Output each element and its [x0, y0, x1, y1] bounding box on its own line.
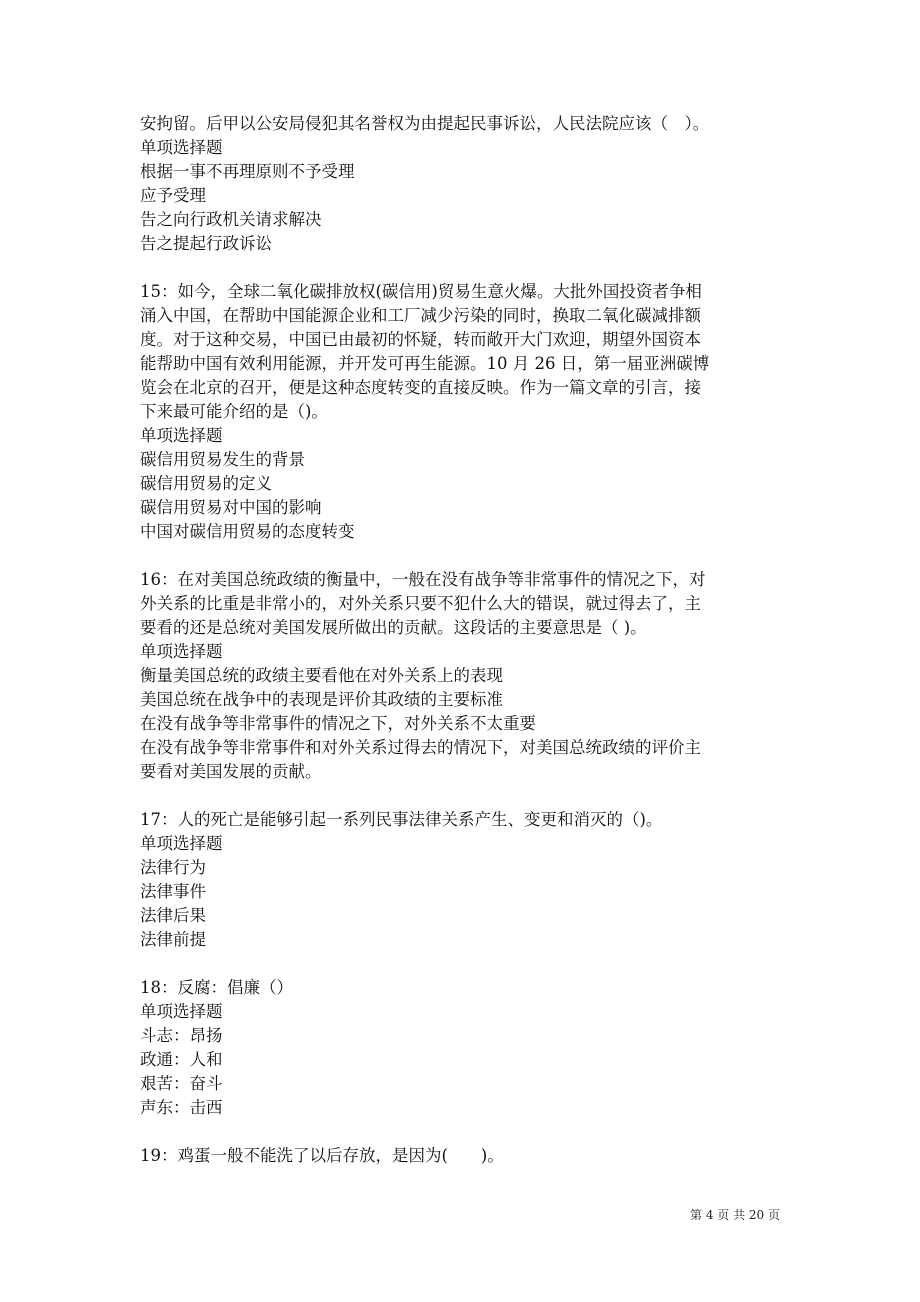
- question-19: [140, 1144, 790, 1168]
- option-a: 碳信用贸易发生的背景: [140, 450, 305, 469]
- option-a: 法律行为: [140, 858, 206, 877]
- question-type: 单项选择题: [140, 642, 223, 661]
- question-stem-line: 要看的还是总统对美国发展所做出的贡献。这段话的主要意思是（ )。: [140, 618, 647, 637]
- option-b: 政通：人和: [140, 1050, 223, 1069]
- question-stem: 17：人的死亡是能够引起一系列民事法律关系产生、变更和消灭的（)。: [140, 810, 663, 829]
- question-stem: 安拘留。后甲以公安局侵犯其名誉权为由提起民事诉讼，人民法院应该（ ）。: [140, 114, 710, 133]
- page-number-footer: 第 4 页 共 20 页: [690, 1208, 780, 1222]
- question-16: [140, 568, 790, 784]
- option-c: 法律后果: [140, 906, 206, 925]
- question-type: 单项选择题: [140, 1002, 223, 1021]
- option-b: 法律事件: [140, 882, 206, 901]
- question-17: [140, 808, 790, 952]
- option-d: 在没有战争等非常事件和对外关系过得去的情况下，对美国总统政绩的评价主: [140, 738, 701, 757]
- question-type: 单项选择题: [140, 834, 223, 853]
- question-type: 单项选择题: [140, 426, 223, 445]
- option-d: 告之提起行政诉讼: [140, 234, 272, 253]
- option-b: 应予受理: [140, 186, 206, 205]
- question-stem-line: 能帮助中国有效利用能源，并开发可再生能源。10 月 26 日，第一届亚洲碳博: [140, 354, 710, 373]
- question-stem-line: 外关系的比重是非常小的，对外关系只要不犯什么大的错误，就过得去了，主: [140, 594, 701, 613]
- page-content: [140, 112, 790, 1168]
- option-a: 斗志：昂扬: [140, 1026, 223, 1045]
- question-stem-line: 15：如今，全球二氧化碳排放权(碳信用)贸易生意火爆。大批外国投资者争相: [140, 282, 702, 301]
- option-d: 声东：击西: [140, 1098, 223, 1117]
- option-d: 法律前提: [140, 930, 206, 949]
- question-stem: 19：鸡蛋一般不能洗了以后存放，是因为( )。: [140, 1146, 504, 1165]
- question-18: [140, 976, 790, 1120]
- question-stem-line: 度。对于这种交易，中国已由最初的怀疑，转而敞开大门欢迎，期望外国资本: [140, 330, 701, 349]
- option-c: 碳信用贸易对中国的影响: [140, 498, 322, 517]
- option-b: 碳信用贸易的定义: [140, 474, 272, 493]
- option-d: 中国对碳信用贸易的态度转变: [140, 522, 355, 541]
- question-stem-line: 览会在北京的召开，便是这种态度转变的直接反映。作为一篇文章的引言，接: [140, 378, 701, 397]
- question-15: [140, 280, 790, 544]
- option-a: 根据一事不再理原则不予受理: [140, 162, 355, 181]
- question-stem-line: 16：在对美国总统政绩的衡量中，一般在没有战争等非常事件的情况之下，对: [140, 570, 706, 589]
- option-d-continued: 要看对美国发展的贡献。: [140, 762, 322, 781]
- option-b: 美国总统在战争中的表现是评价其政绩的主要标准: [140, 690, 503, 709]
- option-a: 衡量美国总统的政绩主要看他在对外关系上的表现: [140, 666, 503, 685]
- question-stem-line: 下来最可能介绍的是（)。: [140, 402, 328, 421]
- question-14: [140, 112, 790, 256]
- option-c: 艰苦：奋斗: [140, 1074, 223, 1093]
- question-stem-line: 涌入中国，在帮助中国能源企业和工厂减少污染的同时，换取二氧化碳减排额: [140, 306, 701, 325]
- option-c: 告之向行政机关请求解决: [140, 210, 322, 229]
- question-type: 单项选择题: [140, 138, 223, 157]
- option-c: 在没有战争等非常事件的情况之下，对外关系不太重要: [140, 714, 536, 733]
- question-stem: 18：反腐：倡廉（）: [140, 978, 293, 997]
